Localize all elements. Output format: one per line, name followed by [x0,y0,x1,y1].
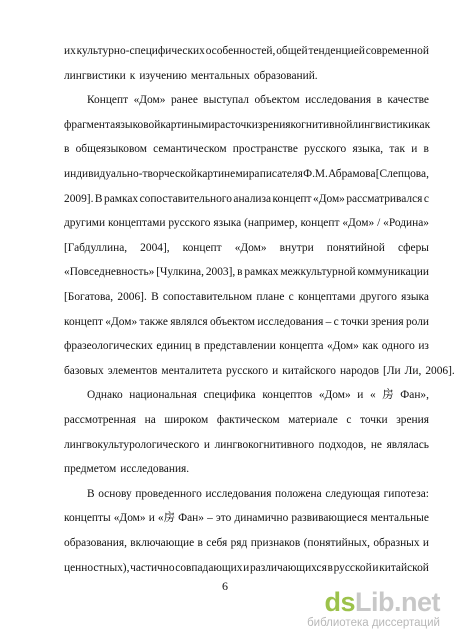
watermark-logo-rest: Lib.net [355,587,440,617]
word: подходов, [318,438,367,451]
word: 2009]. [64,192,94,205]
word: китайского [282,364,336,377]
text-line [64,265,429,279]
word: объектом [254,94,300,107]
word: семантическом [153,143,227,156]
word: и [243,561,250,574]
word: Концепт [87,94,129,107]
text-line [87,388,429,402]
word: исследования [205,487,272,500]
word: объектом [209,315,256,328]
word: В [87,487,95,500]
text-line [64,69,429,83]
word: одного [381,340,415,353]
word: внутри [279,241,314,254]
watermark-logo-ds: ds [324,587,355,617]
word: языка [401,291,429,303]
word: их [64,45,76,57]
word: единиц [156,340,192,353]
word: – [325,315,332,328]
word: Однако [87,389,123,402]
word: «Дом» [234,241,267,254]
word: положена [275,487,322,500]
word: исследования. [120,463,190,476]
word: рамках [244,266,279,279]
word: (например, [244,217,298,230]
word: «Дом» [326,340,359,353]
word: представлении [203,340,276,353]
text-line [64,44,429,58]
word: «Дом» [342,217,375,230]
watermark-tagline: библиотека диссертаций [307,617,440,629]
word: лингвистики [352,118,415,131]
word: являлась [386,438,429,451]
word: менталитета [161,364,223,377]
text-line [64,290,429,304]
word: «Повседневность» [64,266,155,279]
word: качестве [387,94,429,107]
word: и [272,364,279,377]
word: с [333,315,339,328]
word: Фан» [178,512,204,525]
text-line [64,216,429,230]
word: концептами [297,291,356,303]
watermark-logo [307,589,440,616]
word: материале [288,414,338,426]
word: и [411,143,418,156]
word: проведенного [135,487,202,500]
word: «Дом» [313,192,345,205]
word: 2003], [205,266,236,279]
word: плане [256,291,285,303]
word: [Габдуллина, [64,241,128,254]
word: в [64,143,70,156]
word: «Дом» [318,389,351,402]
word: языковой [115,118,161,131]
word: особенностей, [205,45,276,57]
word: (понятийных, [303,537,370,549]
word: так [389,143,406,156]
word: « [369,389,376,402]
word: исследования [257,315,324,328]
word: точки [360,414,388,426]
word: различающихся [249,561,327,574]
word: образных [373,537,420,549]
word: образований. [253,69,318,82]
word: национальная [129,389,197,402]
text-line [64,167,429,181]
word: развивающиеся [291,512,368,525]
word: базовых [64,364,104,377]
word: с [288,291,294,303]
word: включающие [130,537,195,549]
word: другого [359,291,397,303]
word: концепты [64,512,111,525]
word: Ф.М. [303,168,328,180]
word: не [370,438,382,451]
word: ментальные [370,512,429,525]
word: основу [98,487,132,500]
word: «Дом» [113,512,146,525]
word: точки [341,315,369,328]
word: выступал [203,94,249,107]
word: в [194,340,201,353]
page-number: 6 [222,579,228,593]
word: сферы [397,241,429,254]
word: межкультурной [280,266,356,279]
word: признаков [250,537,301,549]
word: анализа [233,192,272,205]
word: динамично [234,512,289,525]
word: [Богатова, [64,291,114,303]
word: В [151,291,159,303]
word: с [423,192,429,205]
word: русского [226,364,269,377]
word: сопоставительном [162,291,253,303]
word: образования, [64,537,127,549]
word: концепт [300,217,340,230]
word: картины [160,118,202,131]
text-line [64,241,429,255]
word: гипотеза: [383,487,429,500]
word: рассматривался [346,192,423,205]
text-line [64,438,429,452]
word: ценностных), [64,561,130,574]
word: языка [213,217,242,230]
word: на [144,414,156,426]
word: «Дом» [105,315,138,328]
word: в [327,561,333,574]
word: фразеологических [64,340,153,353]
text-line [64,118,429,132]
word: как [362,340,379,353]
word: исследования [305,94,372,107]
word: общеязыковом [75,143,147,156]
word: сопоставительного [139,192,232,205]
word: лингвокогнитивного [214,438,315,451]
word: как [414,118,431,131]
word: лингвокультурологического [64,438,200,451]
word: писателя [259,168,303,180]
word: понятийной [326,241,385,254]
word: индивидуально-творческой [64,168,197,180]
text-line [64,364,455,378]
word: специфика [203,389,256,402]
word: Фан», [400,389,429,402]
word: частично [130,561,175,574]
word: [Слепцова, [375,168,429,180]
word: совпадающих [175,561,243,574]
word: 2006]. [117,291,147,303]
word: в [237,266,243,279]
word: тенденцией [308,45,365,57]
word: точки [230,118,258,131]
word: с [346,414,352,426]
word: ранее [170,94,198,107]
word: в [423,143,429,156]
word: «Дом» [133,94,166,107]
word: концепт [182,241,222,254]
word: Абрамова [328,168,376,180]
word: мира [201,118,226,131]
word: мира [235,168,260,180]
word: современной [365,45,429,57]
word: к [129,69,136,82]
word: рассмотренная [64,414,136,426]
word: с [225,118,231,131]
word: широком [164,414,209,426]
word: В [94,192,103,205]
word: / [377,217,381,230]
word: из [418,340,429,353]
word: [Чулкина, [156,266,204,279]
word: и [422,537,429,549]
word: зрения [370,315,404,328]
word: народов [339,364,380,377]
word: роли [405,315,429,328]
word: русского [304,143,347,156]
word: другими [64,217,106,230]
word: следующая [325,487,381,500]
word: и [203,438,211,451]
text-line [64,142,429,156]
text-line [64,561,429,575]
text-line [64,315,429,329]
word: и [357,389,364,402]
word: 房 [382,389,394,402]
word: 2006]. [425,364,455,377]
word: это [215,512,232,525]
word: зрения [257,118,291,131]
text-line [64,413,429,427]
word: ряд [230,537,248,549]
word: Ли, [404,364,422,377]
word: предметом [64,463,117,476]
text-line [87,487,429,501]
word: 2004], [140,241,170,254]
text-line [64,192,429,206]
word: когнитивной [290,118,353,131]
word: лингвистики [64,69,126,82]
text-line [64,536,429,550]
word: изучению [139,69,187,82]
word: рамках [104,192,139,205]
word: в [376,94,382,107]
word: пространстве [232,143,298,156]
word: общей [276,45,308,57]
word: и [148,512,155,525]
word: китайской [379,561,429,574]
word: концепт [272,192,312,205]
word: культурно-специфических [76,45,205,57]
word: являлся [170,315,208,328]
word: фрагмента [64,118,116,131]
word: ментальных [190,69,250,82]
word: концепт [64,315,103,328]
word: и [372,561,379,574]
word: концептов [262,389,313,402]
word: коммуникации [357,266,429,279]
word: русской [333,561,372,574]
text-line [87,93,429,107]
word: языка, [352,143,384,156]
dslib-watermark [307,589,440,630]
word: «Родина» [383,217,429,230]
text-line [64,511,429,525]
word: картине [197,168,236,180]
word: концептами [108,217,166,230]
word: в [197,537,203,549]
text-line [64,462,429,476]
word: «房 [157,512,176,525]
word: элементов [107,364,158,377]
word: [Ли [383,364,401,377]
word: фактическом [216,414,280,426]
word: русского [168,217,211,230]
word: также [139,315,168,328]
word: концепта [279,340,324,353]
word: зрения [396,414,429,426]
word: себя [206,537,228,549]
text-line [64,339,429,353]
word: – [207,512,213,525]
